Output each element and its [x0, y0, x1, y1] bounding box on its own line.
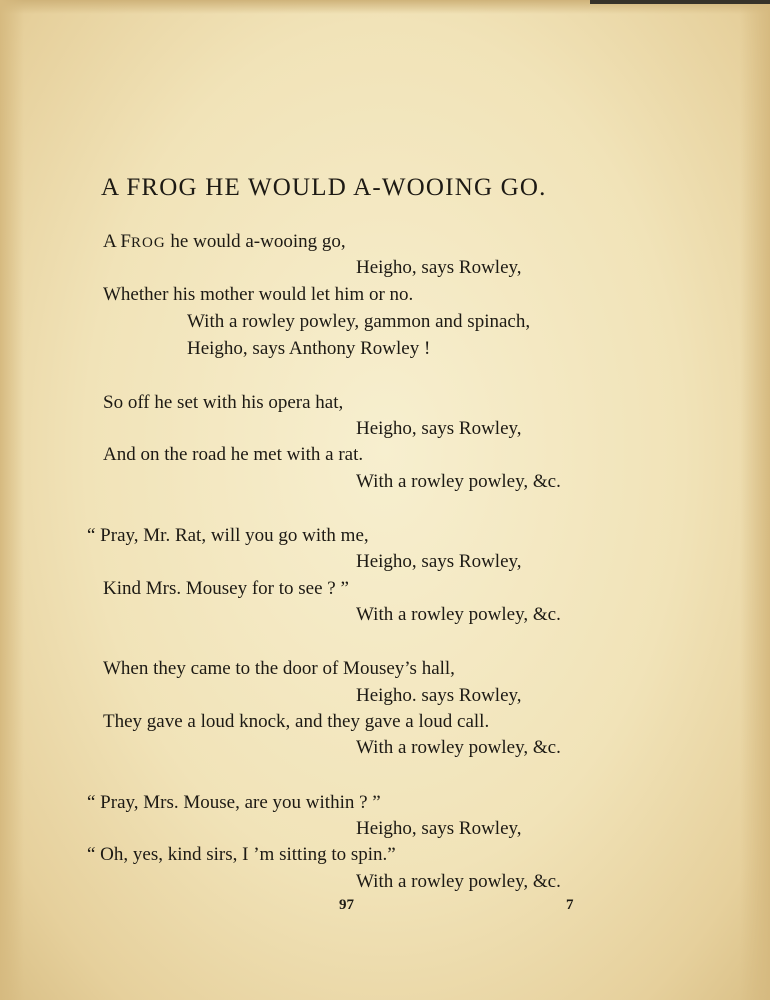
stanza4-line1: When they came to the door of Mousey’s hall,: [103, 658, 455, 679]
stanza2-line3: And on the road he met with a rat.: [103, 444, 364, 465]
stanza4-line3: They gave a loud knock, and they gave a loud call.: [103, 711, 490, 732]
stanza4-line2: Heigho. says Rowley,: [356, 685, 522, 706]
stanza3-line2: Heigho, says Rowley,: [356, 551, 522, 572]
stanza5-line3: “ Oh, yes, kind sirs, I ’m sitting to spin.”: [87, 844, 396, 865]
smallcaps-word: ROG: [131, 235, 166, 251]
stanza5-line1: “ Pray, Mrs. Mouse, are you within ? ”: [87, 792, 381, 813]
stanza1-line2: Heigho, says Rowley,: [356, 257, 522, 278]
scan-corner-mark: [590, 0, 770, 4]
drop-initial: A F: [103, 231, 131, 252]
page-edge-right: [740, 0, 770, 1000]
stanza5-line2: Heigho, says Rowley,: [356, 818, 522, 839]
stanza4-line4: With a rowley powley, &c.: [356, 737, 561, 758]
poem-title: A FROG HE WOULD A-WOOING GO.: [101, 174, 547, 201]
stanza1-line4: With a rowley powley, gammon and spinach,: [187, 311, 531, 332]
stanza3-line1: “ Pray, Mr. Rat, will you go with me,: [87, 525, 369, 546]
line-text: he would a-wooing go,: [165, 231, 346, 252]
page-edge-left: [0, 0, 24, 1000]
stanza2-line2: Heigho, says Rowley,: [356, 418, 522, 439]
signature-mark: 7: [566, 897, 574, 913]
stanza2-line4: With a rowley powley, &c.: [356, 471, 561, 492]
stanza3-line3: Kind Mrs. Mousey for to see ? ”: [103, 578, 349, 599]
stanza3-line4: With a rowley powley, &c.: [356, 604, 561, 625]
stanza1-line1: [103, 230, 346, 255]
stanza1-line3: Whether his mother would let him or no.: [103, 284, 414, 305]
stanza1-line5: Heigho, says Anthony Rowley !: [187, 338, 431, 359]
page-number: 97: [339, 897, 354, 913]
stanza5-line4: With a rowley powley, &c.: [356, 871, 561, 892]
stanza2-line1: So off he set with his opera hat,: [103, 392, 344, 413]
